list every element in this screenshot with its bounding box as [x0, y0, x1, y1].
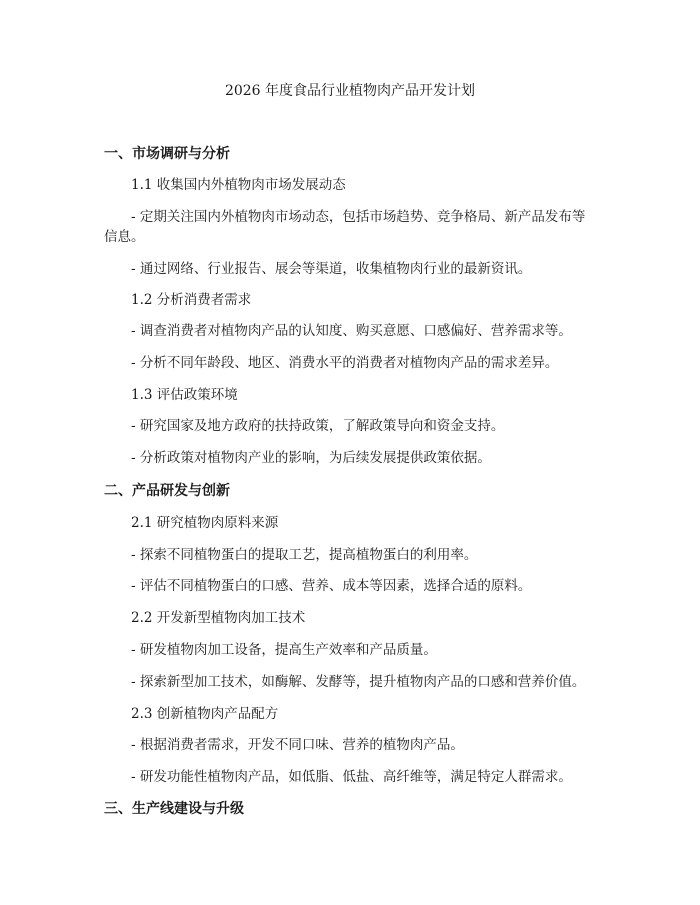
bullet-item: - 分析政策对植物肉产业的影响，为后续发展提供政策依据。 [131, 450, 491, 466]
section-heading-3: 三、生产线建设与升级 [104, 801, 244, 817]
bullet-item: - 评估不同植物蛋白的口感、营养、成本等因素，选择合适的原料。 [131, 578, 532, 594]
subsection-heading-2-2: 2.2 开发新型植物肉加工技术 [131, 610, 306, 626]
bullet-item: - 定期关注国内外植物肉市场动态，包括市场趋势、竞争格局、新产品发布等 [131, 209, 586, 225]
bullet-item: - 分析不同年龄段、地区、消费水平的消费者对植物肉产品的需求差异。 [131, 355, 559, 371]
bullet-item: - 探索新型加工技术，如酶解、发酵等，提升植物肉产品的口感和营养价值。 [131, 674, 586, 690]
bullet-item: - 研究国家及地方政府的扶持政策，了解政策导向和资金支持。 [131, 418, 505, 434]
subsection-heading-1-1: 1.1 收集国内外植物肉市场发展动态 [131, 177, 346, 193]
bullet-item: - 调查消费者对植物肉产品的认知度、购买意愿、口感偏好、营养需求等。 [131, 323, 572, 339]
bullet-item: - 研发功能性植物肉产品，如低脂、低盐、高纤维等，满足特定人群需求。 [131, 769, 572, 785]
section-heading-1: 一、市场调研与分析 [104, 146, 230, 162]
bullet-item: - 研发植物肉加工设备，提高生产效率和产品质量。 [131, 642, 437, 658]
document-title: 2026 年度食品行业植物肉产品开发计划 [224, 83, 476, 99]
section-heading-2: 二、产品研发与创新 [104, 483, 230, 499]
bullet-item: - 探索不同植物蛋白的提取工艺，提高植物蛋白的利用率。 [131, 547, 478, 563]
subsection-heading-2-3: 2.3 创新植物肉产品配方 [131, 706, 279, 722]
bullet-item: - 通过网络、行业报告、展会等渠道，收集植物肉行业的最新资讯。 [131, 261, 532, 277]
subsection-heading-1-2: 1.2 分析消费者需求 [131, 292, 252, 308]
bullet-item: - 根据消费者需求，开发不同口味、营养的植物肉产品。 [131, 737, 464, 753]
bullet-item-continuation: 信息。 [104, 229, 145, 245]
subsection-heading-2-1: 2.1 研究植物肉原料来源 [131, 515, 279, 531]
subsection-heading-1-3: 1.3 评估政策环境 [131, 387, 238, 403]
